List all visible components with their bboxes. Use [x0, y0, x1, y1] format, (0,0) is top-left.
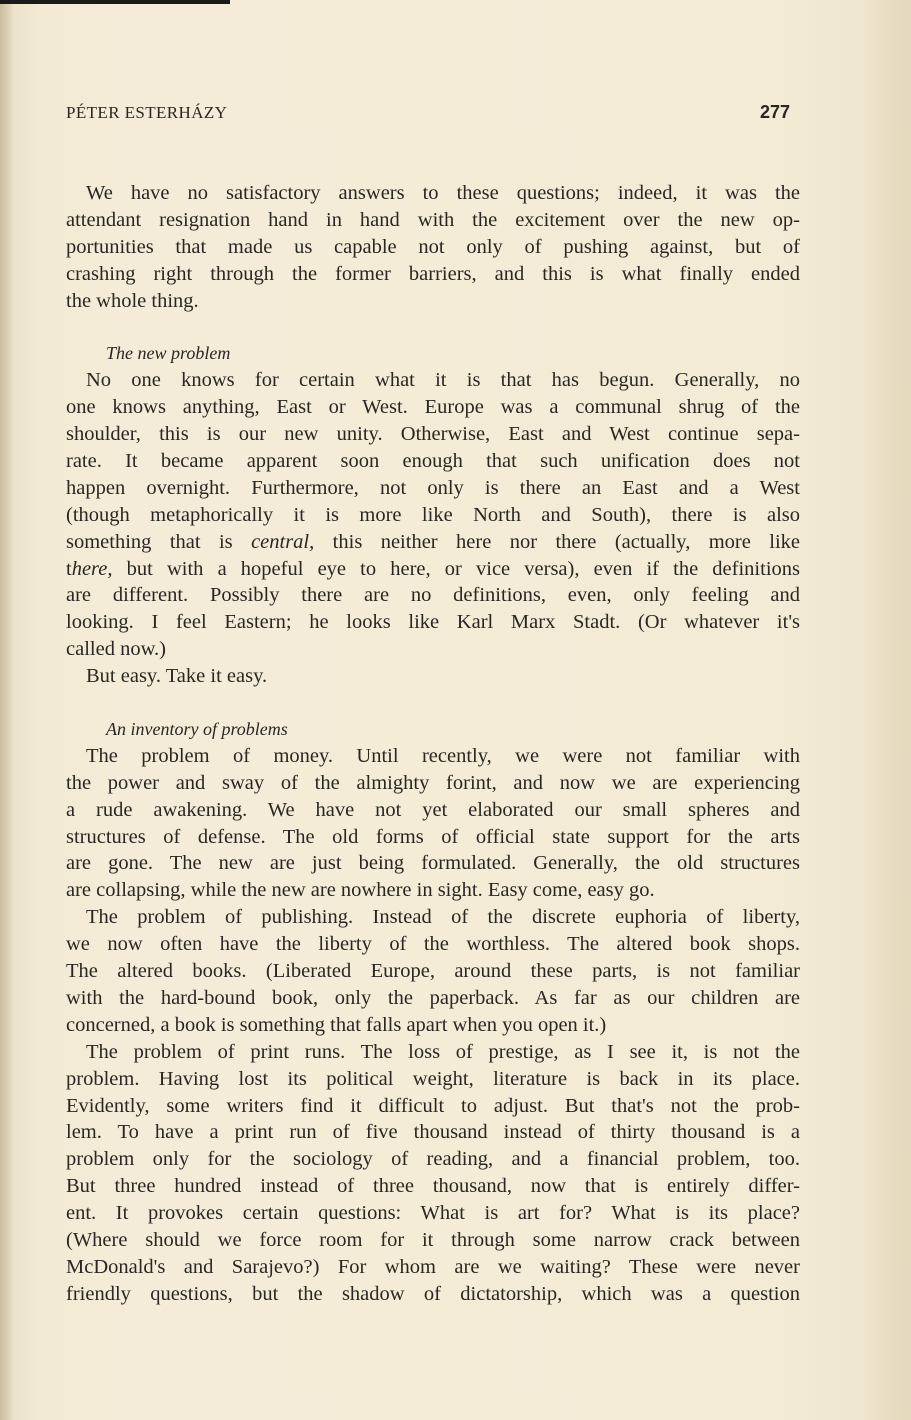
text-line: shoulder, this is our new unity. Otherwise, East and West continue sepa-: [66, 423, 800, 446]
paragraph-gap: [66, 690, 800, 716]
text-line: happen overnight. Furthermore, not only is there an East and a West: [66, 476, 800, 499]
text-line: Evidently, some writers find it difficult to adjust. But that's not the prob-: [66, 1094, 800, 1117]
text-line: problem only for the sociology of reading, and a financial problem, too.: [66, 1148, 800, 1171]
text-line: McDonald's and Sarajevo?) For whom are we waiting? These were never: [66, 1255, 800, 1278]
text-line: friendly questions, but the shadow of dictatorship, which was a question: [66, 1282, 800, 1305]
text-line: there, but with a hopeful eye to here, or vice versa), even if the definitions: [66, 557, 800, 580]
text-line: attendant resignation hand in hand with the excitement over the new op-: [66, 208, 800, 231]
section-heading: An inventory of problems: [106, 719, 288, 740]
text-line: But three hundred instead of three thousand, now that is entirely differ-: [66, 1175, 800, 1198]
text-line: we now often have the liberty of the worthless. The altered book shops.: [66, 933, 800, 956]
text-line: (though metaphorically it is more like North and South), there is also: [66, 503, 800, 526]
text-line: The problem of money. Until recently, we were not familiar with: [86, 744, 800, 767]
section-heading: The new problem: [106, 343, 231, 364]
text-line: rate. It became apparent soon enough that such unification does not: [66, 450, 800, 473]
text-line: But easy. Take it easy.: [86, 665, 268, 688]
body-text: [66, 180, 800, 1308]
text-line: problem. Having lost its political weight, literature is back in its place.: [66, 1067, 800, 1090]
text-line: are collapsing, while the new are nowhere in sight. Easy come, easy go.: [66, 879, 655, 902]
text-line: ent. It provokes certain questions: What is art for? What is its place?: [66, 1202, 800, 1225]
text-line: one knows anything, East or West. Europe was a communal shrug of the: [66, 396, 800, 419]
running-head: PÉTER ESTERHÁZY: [66, 103, 228, 122]
paragraph-gap: [66, 314, 800, 340]
text-line: a rude awakening. We have not yet elaborated our small spheres and: [66, 798, 800, 821]
text-line: The problem of publishing. Instead of the discrete euphoria of liberty,: [86, 906, 800, 929]
text-line: are different. Possibly there are no definitions, even, only feeling and: [66, 584, 800, 607]
text-line: The problem of print runs. The loss of prestige, as I see it, is not the: [86, 1040, 800, 1063]
page-number: 277: [760, 102, 791, 122]
text-line: lem. To have a print run of five thousand instead of thirty thousand is a: [66, 1121, 800, 1144]
gutter-shadow: [0, 0, 14, 1420]
text-line: (Where should we force room for it through some narrow crack between: [66, 1228, 800, 1251]
text-line: with the hard-bound book, only the paperback. As far as our children are: [66, 986, 800, 1009]
text-line: The altered books. (Liberated Europe, around these parts, is not familiar: [66, 960, 800, 983]
text-line: looking. I feel Eastern; he looks like Karl Marx Stadt. (Or whatever it's: [66, 611, 800, 634]
text-line: crashing right through the former barriers, and this is what finally ended: [66, 262, 800, 285]
text-line: portunities that made us capable not only of pushing against, but of: [66, 235, 800, 258]
text-line: concerned, a book is something that falls apart when you open it.): [66, 1013, 607, 1036]
text-line: are gone. The new are just being formulated. Generally, the old structures: [66, 852, 800, 875]
text-line: the whole thing.: [66, 289, 199, 312]
text-line: No one knows for certain what it is that has begun. Generally, no: [86, 369, 800, 392]
text-line: the power and sway of the almighty forint, and now we are experiencing: [66, 771, 800, 794]
text-line: structures of defense. The old forms of official state support for the arts: [66, 825, 800, 848]
scan-edge: [0, 0, 230, 4]
text-line: something that is central, this neither here nor there (actually, more like: [66, 530, 800, 553]
text-line: called now.): [66, 638, 166, 661]
text-line: We have no satisfactory answers to these questions; indeed, it was the: [86, 182, 800, 204]
